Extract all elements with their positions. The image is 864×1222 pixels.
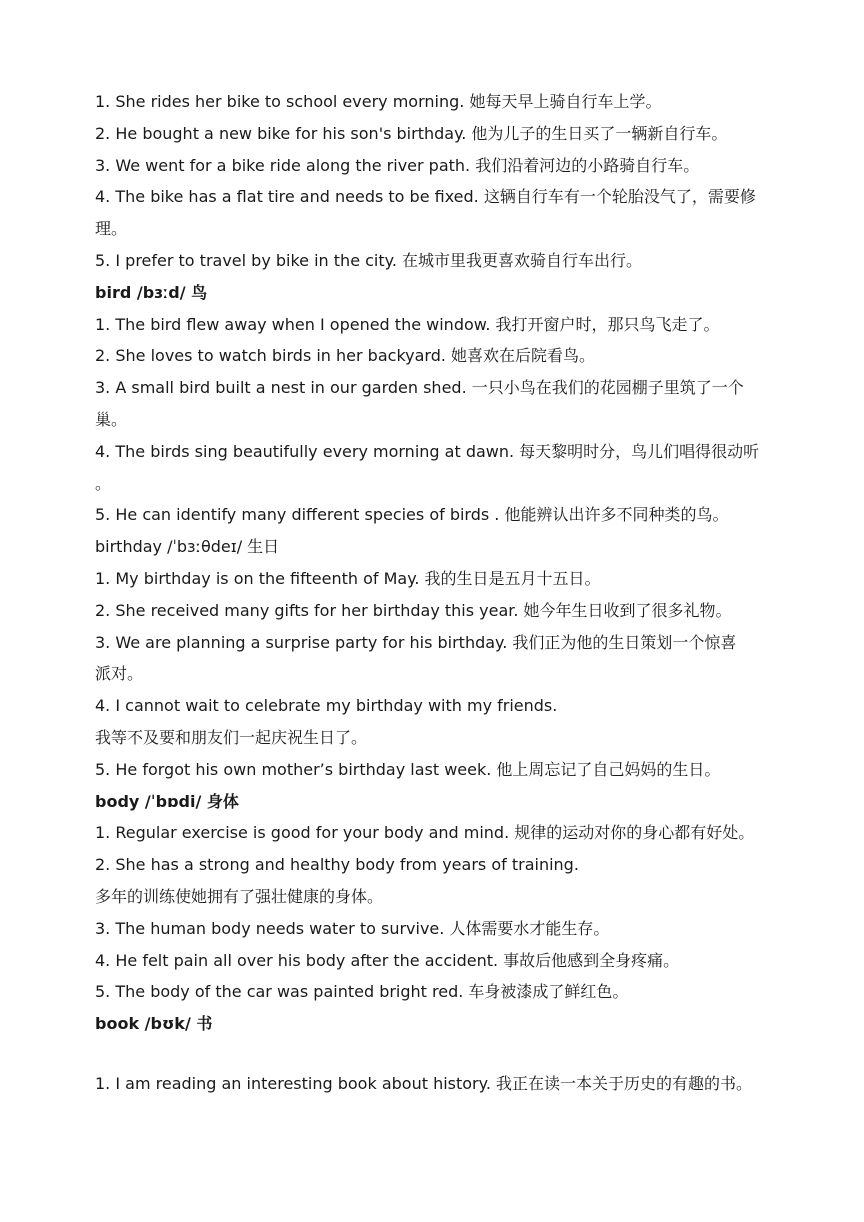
- example-sentence: 2. She has a strong and healthy body from years of training.: [95, 855, 579, 875]
- example-sentence: 4. He felt pain all over his body after the accident. 事故后他感到全身疼痛。: [95, 950, 680, 970]
- example-sentence: 1. My birthday is on the fifteenth of May. 我的生日是五月十五日。: [95, 568, 601, 588]
- example-sentence: 5. The body of the car was painted bright red. 车身被漆成了鲜红色。: [95, 982, 629, 1002]
- example-sentence: 我等不及要和朋友们一起庆祝生日了。: [95, 727, 368, 747]
- example-sentence: 3. A small bird built a nest in our garden shed. 一只小鸟在我们的花园棚子里筑了一个: [95, 378, 744, 398]
- example-sentence: 。: [95, 473, 112, 493]
- example-sentence: 5. I prefer to travel by bike in the city. 在城市里我更喜欢骑自行车出行。: [95, 250, 643, 270]
- word-heading: book /bʊk/ 书: [95, 1014, 213, 1034]
- example-sentence: 4. I cannot wait to celebrate my birthday with my friends.: [95, 696, 558, 716]
- blank-gap: [95, 1040, 785, 1068]
- example-sentence: 3. We are planning a surprise party for his birthday. 我们正为他的生日策划一个惊喜: [95, 632, 737, 652]
- example-sentence: 2. She received many gifts for her birthday this year. 她今年生日收到了很多礼物。: [95, 600, 732, 620]
- example-sentence: 1. Regular exercise is good for your body and mind. 规律的运动对你的身心都有好处。: [95, 823, 755, 843]
- word-heading: body /ˈbɒdi/ 身体: [95, 791, 239, 811]
- example-sentence: 理。: [95, 219, 128, 239]
- example-sentence: 1. The bird flew away when I opened the window. 我打开窗户时，那只鸟飞走了。: [95, 314, 720, 334]
- word-heading: bird /bɜːd/ 鸟: [95, 282, 208, 302]
- example-sentence: 派对。: [95, 664, 144, 684]
- example-sentence: 多年的训练使她拥有了强壮健康的身体。: [95, 886, 384, 906]
- example-sentence: 2. She loves to watch birds in her backyard. 她喜欢在后院看鸟。: [95, 346, 596, 366]
- example-sentence: 2. He bought a new bike for his son's birthday. 他为儿子的生日买了一辆新自行车。: [95, 123, 728, 143]
- example-sentence: 5. He forgot his own mother’s birthday last week. 他上周忘记了自己妈妈的生日。: [95, 759, 721, 779]
- word-heading: birthday /ˈbɜːθdeɪ/ 生日: [95, 537, 280, 557]
- example-sentence: 1. I am reading an interesting book about history. 我正在读一本关于历史的有趣的书。: [95, 1073, 752, 1093]
- example-sentence: 1. She rides her bike to school every morning. 她每天早上骑自行车上学。: [95, 92, 662, 111]
- document-page: [95, 86, 785, 1100]
- example-sentence: 3. We went for a bike ride along the river path. 我们沿着河边的小路骑自行车。: [95, 155, 700, 175]
- example-sentence: 3. The human body needs water to survive. 人体需要水才能生存。: [95, 918, 610, 938]
- example-sentence: 4. The birds sing beautifully every morning at dawn. 每天黎明时分，鸟儿们唱得很动听: [95, 441, 760, 461]
- example-sentence: 4. The bike has a flat tire and needs to be fixed. 这辆自行车有一个轮胎没气了，需要修: [95, 187, 756, 207]
- example-sentence: 巢。: [95, 409, 128, 429]
- example-sentence: 5. He can identify many different species of birds . 他能辨认出许多不同种类的鸟。: [95, 505, 729, 525]
